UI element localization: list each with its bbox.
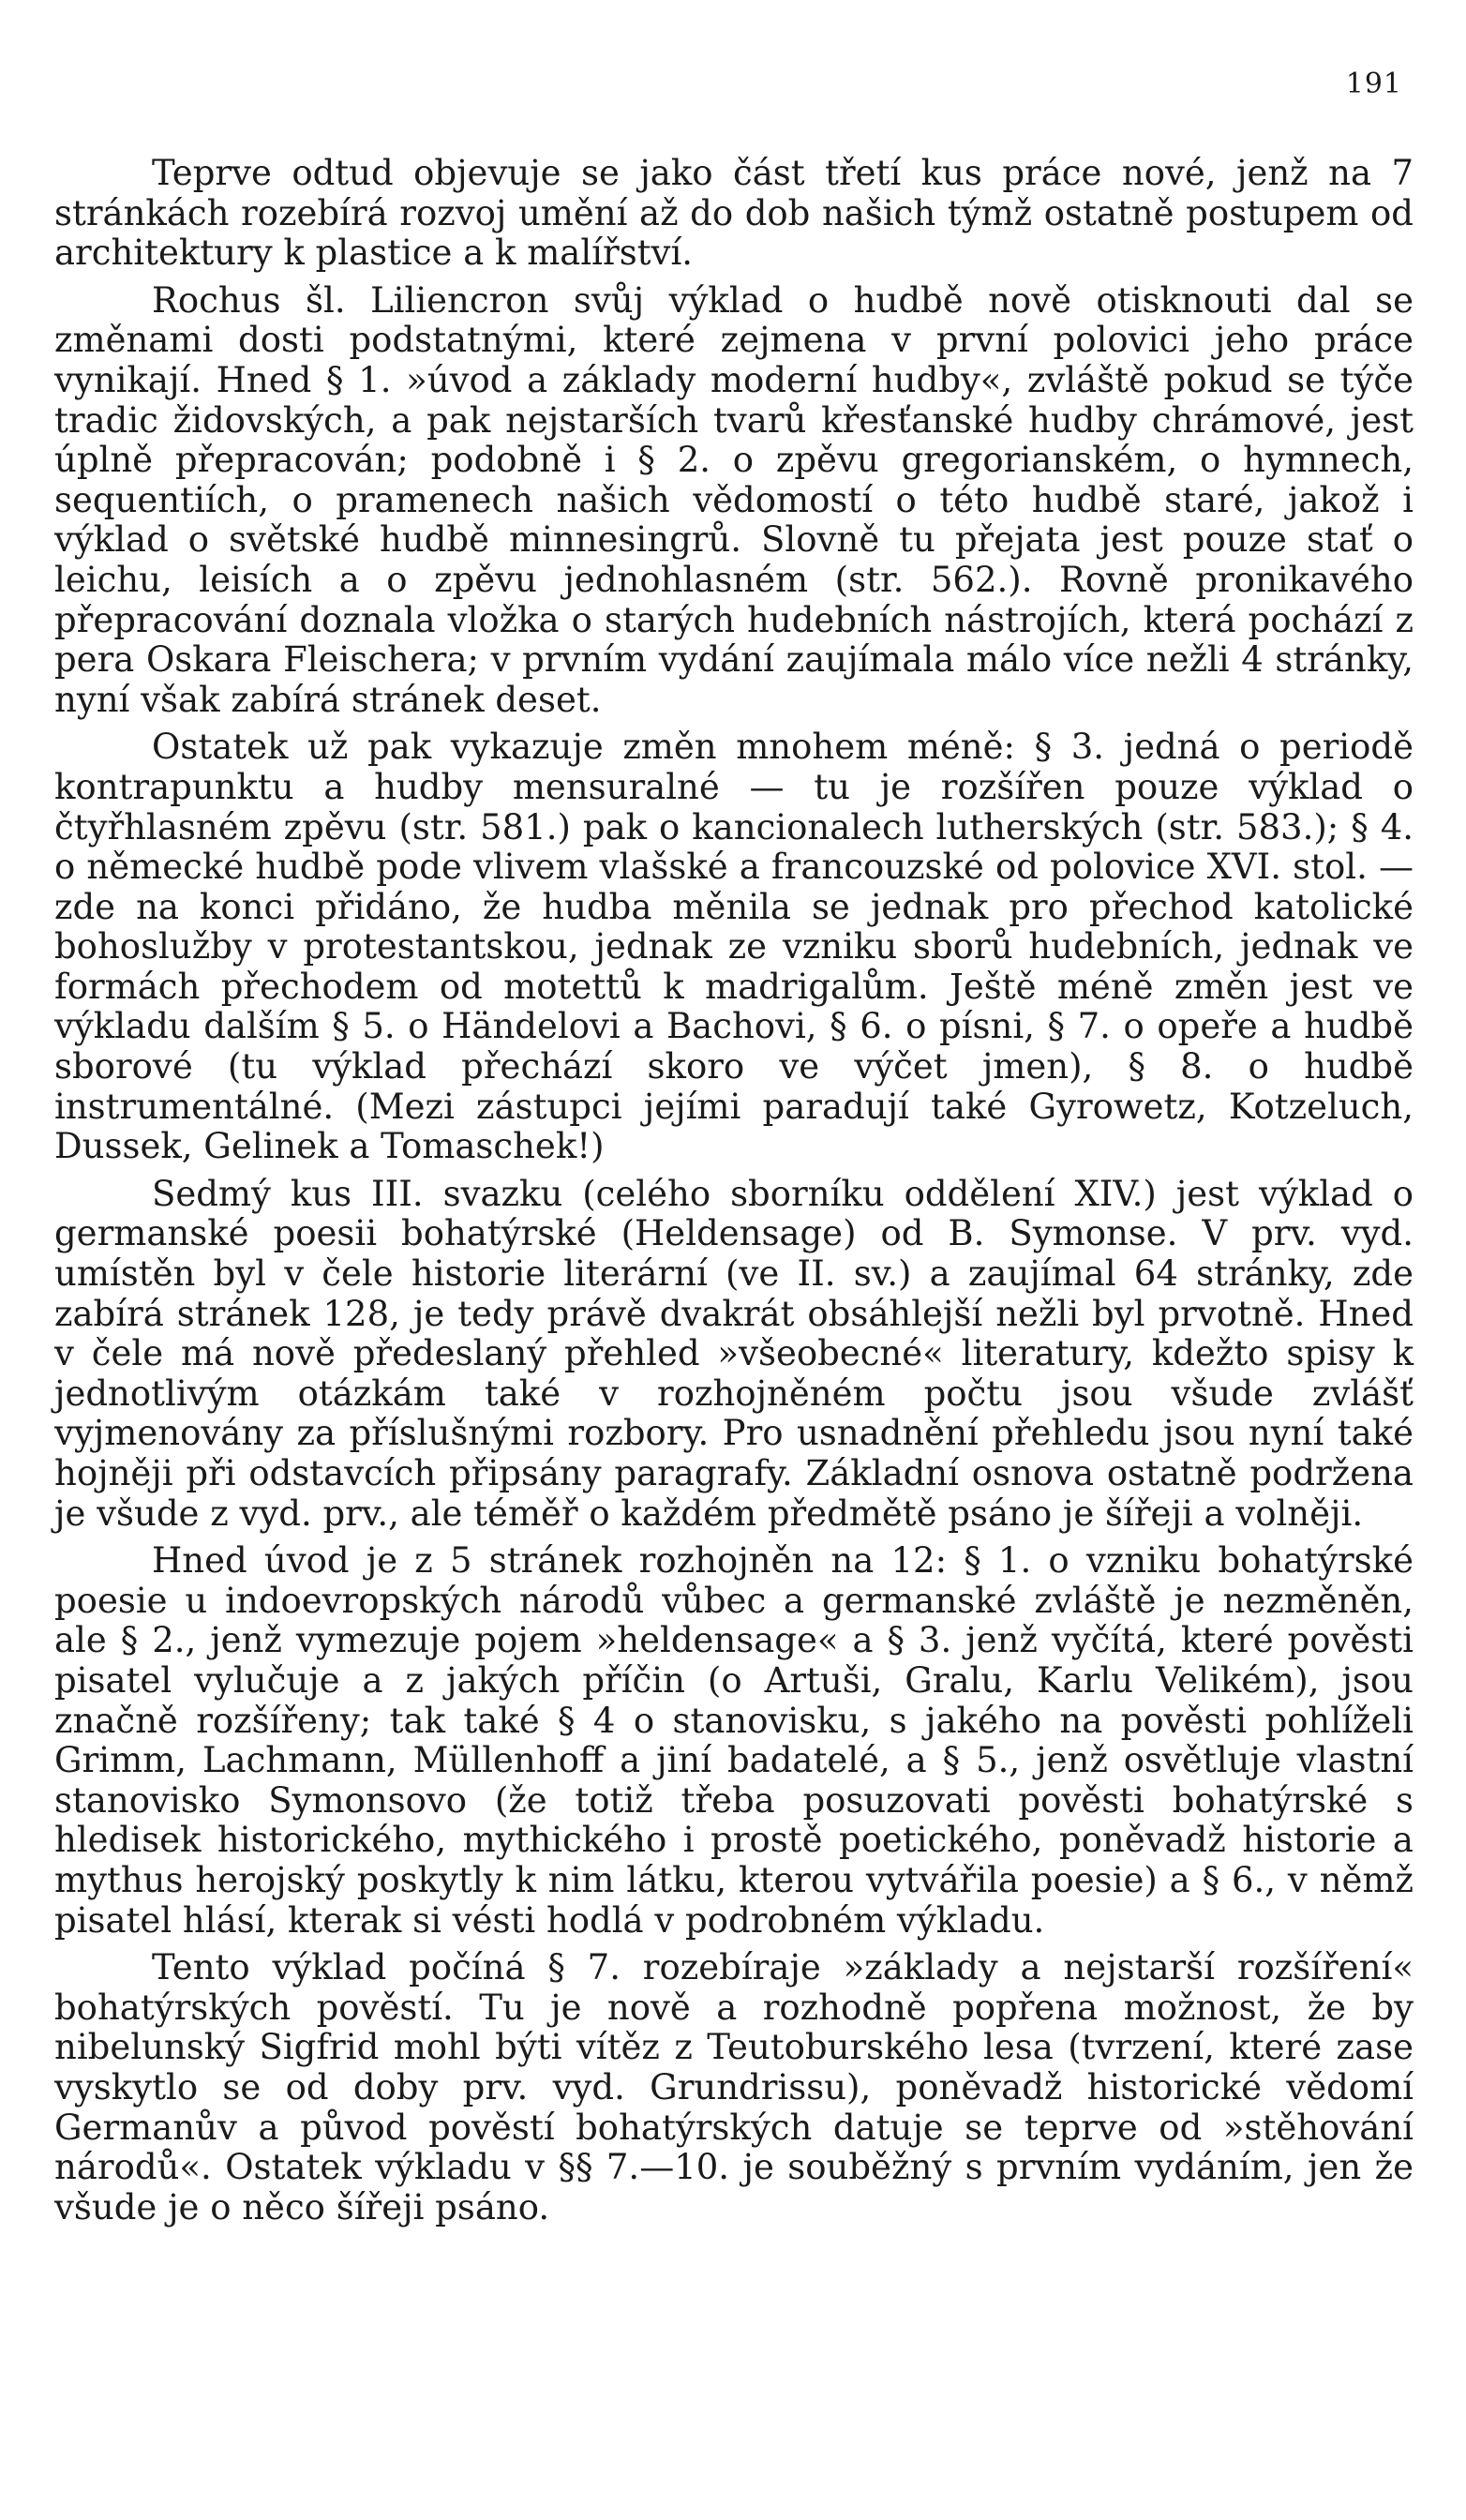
paragraph-music-changes: Ostatek už pak vykazuje změn mnohem méně: § 3. jedná o periodě kontrapunktu a hudby mensuralné — tu je rozšířen pouze výklad o čtyřhlasném zpěvu (str. 581.) pak o kancionalech lutherských (str. 583.); § 4. o německé hudbě pode vlivem vlašské a francouzské od polovice XVI. stol. — zde na konci přidáno, že hudba měnila se jednak pro přechod katolické bohoslužby v protestantskou, jednak ze vzniku sborů hudebních, jednak ve formách přechodem od motettů k madrigalům. Ještě méně změn jest ve výkladu dalším § 5. o Händelovi a Bachovi, § 6. o písni, § 7. o opeře a hudbě sborové (tu výklad přechází skoro ve výčet jmen), § 8. o hudbě instrumentálné. (Mezi zástupci jejími paradují také Gyrowetz, Kotzeluch, Dussek, Gelinek a Tomaschek!) — [54, 727, 1414, 1167]
paragraph-architecture: Teprve odtud objevuje se jako část třetí kus práce nové, jenž na 7 stránkách rozebírá rozvoj umění až do dob našich týmž ostatně postupem od architektury k plastice a k malířství. — [54, 153, 1414, 274]
body-text — [54, 154, 1414, 2235]
paragraph-heldensage-symons: Sedmý kus III. svazku (celého sborníku oddělení XIV.) jest výklad o germanské poesii bohatýrské (Heldensage) od B. Symonse. V prv. vyd. umístěn byl v čele historie literární (ve II. sv.) a zaujímal 64 stránky, zde zabírá stránek 128, je tedy právě dvakrát obsáhlejší nežli byl prvotně. Hned v čele má nově předeslaný přehled »všeobecné« literatury, kdežto spisy k jednotlivým otázkám také v rozhojněném počtu jsou všude zvlášť vyjmenovány za příslušnými rozbory. Pro usnadnění přehledu jsou nyní také hojněji při odstavcích připsány paragrafy. Základní osnova ostatně podržena je všude z vyd. prv., ale téměř o každém předmětě psáno je šířeji a volněji. — [54, 1173, 1414, 1534]
paragraph-introduction: Hned úvod je z 5 stránek rozhojněn na 12: § 1. o vzniku bohatýrské poesie u indoevropských národů vůbec a germanské zvláště je nezměněn, ale § 2., jenž vymezuje pojem »heldensage« a § 3. jenž vyčítá, které pověsti pisatel vylučuje a z jakých příčin (o Artuši, Gralu, Karlu Velikém), jsou značně rozšířeny; tak také § 4 o stanovisku, s jakého na pověsti pohlíželi Grimm, Lachmann, Müllenhoff a jiní badatelé, a § 5., jenž osvětluje vlastní stanovisko Symonsovo (že totiž třeba posuzovati pověsti bohatýrské s hledisek historického, mythického i prostě poetického, poněvadž historie a mythus herojský poskytly k nim látku, kterou vytvářila poesie) a § 6., v němž pisatel hlásí, kterak si vésti hodlá v podrobném výkladu. — [54, 1540, 1414, 1941]
page-number: 191 — [1345, 68, 1402, 100]
paragraph-music-liliencron: Rochus šl. Liliencron svůj výklad o hudbě nově otisknouti dal se změnami dosti podstatnými, které zejmena v první polovici jeho práce vynikají. Hned § 1. »úvod a základy moderní hudby«, zvláště pokud se týče tradic židovských, a pak nejstarších tvarů křesťanské hudby chrámové, jest úplně přepracován; podobně i § 2. o zpěvu gregorianském, o hymnech, sequentiích, o pramenech našich vědomostí o této hudbě staré, jakož i výklad o světské hudbě minnesingrů. Slovně tu přejata jest pouze stať o leichu, leisích a o zpěvu jednohlasném (str. 562.). Rovně pronikavého přepracování doznala vložka o starých hudebních nástrojích, která pochází z pera Oskara Fleischera; v prvním vydání zaujímala málo více nežli 4 stránky, nyní však zabírá stránek deset. — [54, 279, 1414, 720]
paragraph-sigfrid: Tento výklad počíná § 7. rozebíraje »základy a nejstarší rozšíření« bohatýrských pověstí. Tu je nově a rozhodně popřena možnost, že by nibelunský Sigfrid mohl býti vítěz z Teutoburského lesa (tvrzení, které zase vyskytlo se od doby prv. vyd. Grundrissu), poněvadž historické vědomí Germanův a původ pověstí bohatýrských datuje se teprve od »stěhování národů«. Ostatek výkladu v §§ 7.—10. je souběžný s prvním vydáním, jen že všude je o něco šířeji psáno. — [54, 1947, 1414, 2228]
